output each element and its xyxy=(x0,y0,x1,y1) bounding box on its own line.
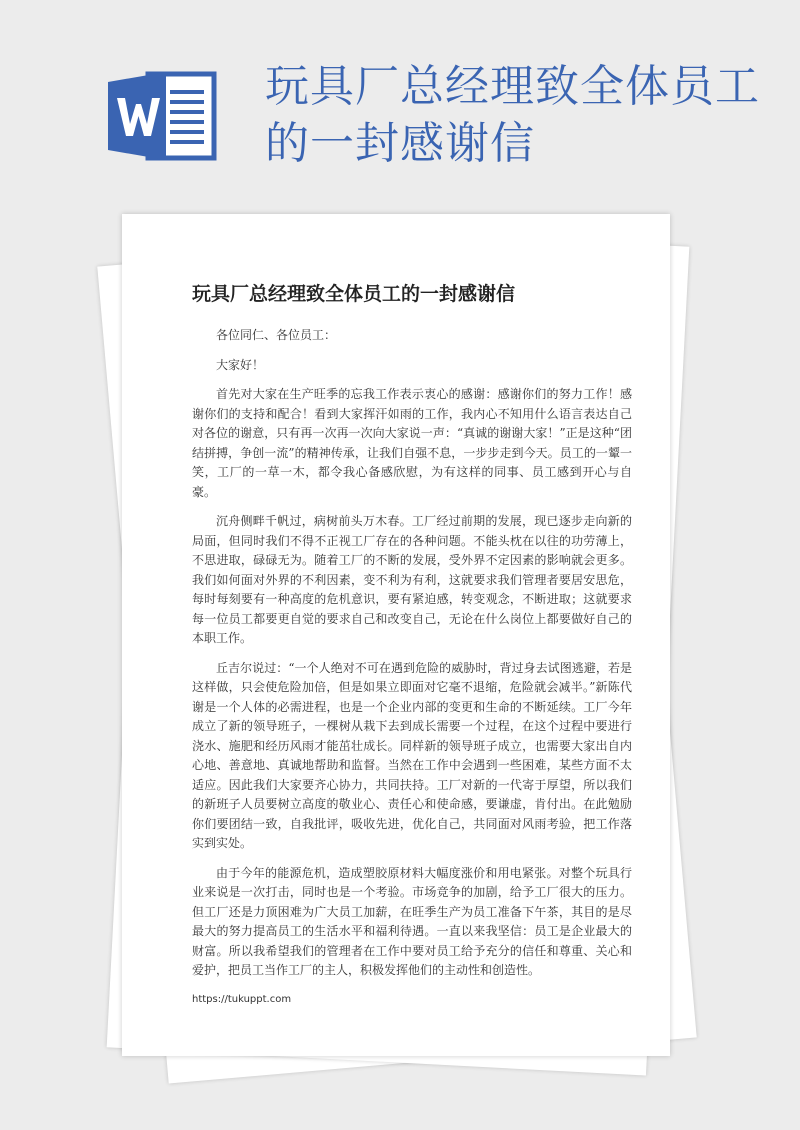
header-title: 玩具厂总经理致全体员工的一封感谢信 xyxy=(265,61,760,169)
paragraph: 由于今年的能源危机，造成塑胶原材料大幅度涨价和用电紧张。对整个玩具行业来说是一次打击，同时也是一个考验。市场竞争的加剧，给予工厂很大的压力。但工厂还是力顶困难为广大员工加薪，在旺季生产为员工准备下午茶，其目的是尽最大的努力提高员工的生活水平和福利待遇。一直以来我坚信：员工是企业最大的财富。所以我希望我们的管理者在工作中要对员工给予充分的信任和尊重、关心和爱护，把员工当作工厂的主人，积极发挥他们的主动性和创造性。 xyxy=(192,865,632,977)
paragraph: 首先对大家在生产旺季的忘我工作表示衷心的感谢：感谢你们的努力工作！感谢你们的支持和配合！看到大家挥汗如雨的工作，我内心不知用什么语言表达自己对各位的谢意，只有再一次再一次向大家说一声：“真诚的谢谢大家！”正是这种“团结拼搏，争创一流”的精神传承，让我们自强不息，一步步走到今天。员工的一颦一笑，工厂的一草一木，都令我心备感欣慰，为有这样的同事、员工感到开心与自豪。 xyxy=(192,387,632,499)
document-page xyxy=(122,214,670,1056)
paragraph: 丘吉尔说过：“一个人绝对不可在遇到危险的威胁时，背过身去试图逃避，若是这样做，只会使危险加倍，但是如果立即面对它毫不退缩，危险就会减半。”新陈代谢是一个人体的必需进程，也是一个企业内部的变更和生命的不断延续。工厂今年成立了新的领导班子，一棵树从栽下去到成长需要一个过程，在这个过程中要进行浇水、施肥和经历风雨才能茁壮成长。同样新的领导班子成立，也需要大家出自内心地、善意地、真诚地帮助和监督。当然在工作中会遇到一些困难，某些方面不太适应。因此我们大家要齐心协力，共同扶持。工厂对新的一代寄于厚望，所以我们的新班子人员要树立高度的敬业心、责任心和使命感，要谦虚，肯付出。在此勉励你们要团结一致，自我批评，吸收先进，优化自己，共同面对风雨考验，把工作落实到实处。 xyxy=(192,660,632,850)
document-body xyxy=(192,326,632,991)
footer-url: https://tukuppt.com xyxy=(192,994,292,1005)
paragraph: 沉舟侧畔千帆过，病树前头万木春。工厂经过前期的发展，现已逐步走向新的局面，但同时我们不得不正视工厂存在的各种问题。不能头枕在以往的功劳薄上，不思进取，碌碌无为。随着工厂的不断的发展，受外界不定因素的影响就会更多。我们如何面对外界的不利因素，变不利为有利，这就要求我们管理者要居安思危，每时每刻要有一种高度的危机意识，要有紧迫感，转变观念，不断进取；这就要求每一位员工都要更自觉的要求自己和改变自己，无论在什么岗位上都要做好自己的本职工作。 xyxy=(192,514,632,645)
salutation: 各位同仁、各位员工： xyxy=(216,328,337,342)
greeting: 大家好！ xyxy=(216,357,265,372)
document-title: 玩具厂总经理致全体员工的一封感谢信 xyxy=(192,283,516,305)
